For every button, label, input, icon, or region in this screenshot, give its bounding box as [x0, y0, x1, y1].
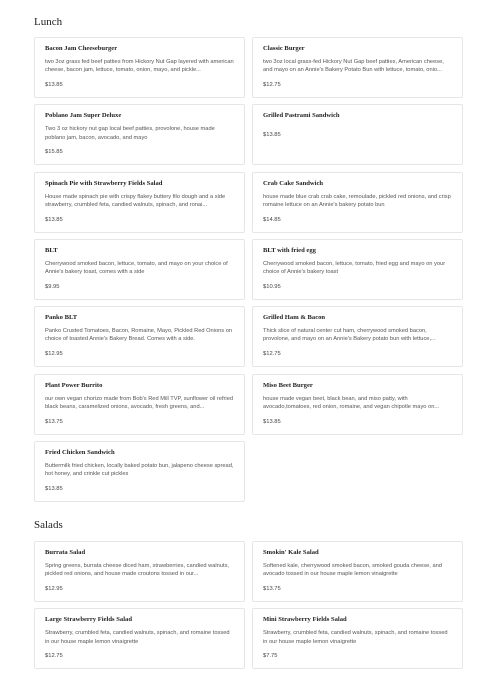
menu-item-card[interactable]: [34, 37, 245, 98]
menu-item-name: Miso Beet Burger: [263, 381, 313, 389]
menu-item-description: Strawberry, crumbled feta, candied walnuts, spinach, and romaine tossed in our house maple lemon vinaigrette: [263, 630, 448, 645]
menu-item-description: Spring greens, burrata cheese diced ham, strawberries, candied walnuts, pickled red onions, and house made croutons tossed in our...: [45, 563, 229, 578]
menu-item-description: our own vegan chorizo made from Bob's Red Mill TVP, sunflower oil refried black beans, caramelized onions, avocado, fresh greens, and...: [45, 395, 234, 410]
menu-item-card[interactable]: [252, 306, 463, 367]
menu-item-name: Grilled Ham & Bacon: [263, 314, 326, 322]
menu-item-name: Spinach Pie with Strawberry Fields Salad: [45, 179, 163, 187]
menu-item-card[interactable]: [34, 306, 245, 367]
menu-item-card[interactable]: [252, 239, 463, 300]
menu-item-description: Cherrywood smoked bacon, lettuce, tomato, fried egg and mayo on your choice of Annie's bakery toast: [263, 260, 446, 276]
menu-item-description: Panko Crusted Tomatoes, Bacon, Romaine, Mayo, Pickled Red Onions on choice of toasted Annie's Bakery Bread. Comes with a side.: [45, 328, 233, 343]
menu-item-name: Burrata Salad: [45, 549, 86, 556]
menu-item-description: Softened kale, cherrywood smoked bacon, smoked gouda cheese, and avocado tossed in our house maple lemon vinaigrette: [263, 563, 442, 578]
menu-item-price: $12.75: [263, 351, 281, 358]
menu-item-price: $13.85: [263, 132, 281, 139]
menu-item-card[interactable]: [252, 172, 463, 233]
menu-item-price: $12.95: [45, 351, 63, 358]
menu-item-name: Panko BLT: [45, 314, 78, 322]
menu-item-name: Fried Chicken Sandwich: [45, 448, 115, 456]
menu-item-card[interactable]: [34, 104, 245, 165]
menu-item-card[interactable]: [34, 441, 245, 502]
menu-item-name: Plant Power Burrito: [45, 381, 103, 389]
menu-item-price: $13.85: [45, 216, 63, 223]
menu-item-description: house made blue crab crab cake, remoulade, pickled red onions, and crisp romaine lettuce on an Annie's bakery potato bun: [263, 193, 451, 208]
menu-item-description: Two 3 oz hickory nut gap local beef patties, provolone, house made poblano jam, bacon, avocado, and mayo: [45, 126, 215, 141]
menu-item-price: $13.85: [45, 82, 63, 88]
section-title-salads: Salads: [34, 519, 63, 531]
menu-item-price: $12.95: [45, 586, 63, 592]
menu-item-card[interactable]: [252, 37, 463, 98]
menu-item-price: $12.75: [263, 82, 281, 88]
menu-item-name: BLT with fried egg: [263, 246, 316, 254]
menu-item-description: two 3oz local grass-fed Hickory Nut Gap beef patties, American cheese, and mayo on an Annie's Bakery Potato Bun with lettuce, tomato, onio...: [263, 59, 444, 74]
menu-item-name: Classic Burger: [263, 45, 305, 52]
menu-item-description: Strawberry, crumbled feta, candied walnuts, spinach, and romaine tossed in our house maple lemon vinaigrette: [45, 630, 230, 645]
menu-item-price: $10.95: [263, 283, 281, 290]
menu-item-price: $9.95: [45, 283, 60, 290]
menu-item-name: Mini Strawberry Fields Salad: [263, 616, 347, 624]
menu-item-description: house made vegan beet, black bean, and miso patty, with avocado,tomatoes, red onion, romaine, and vegan chipotle mayo on...: [263, 395, 440, 410]
menu-item-card[interactable]: [34, 608, 245, 669]
menu-item-price: $14.85: [263, 216, 281, 223]
menu-item-name: Poblano Jam Super Deluxe: [45, 112, 122, 120]
menu-item-price: $13.75: [263, 586, 281, 592]
menu-item-name: Large Strawberry Fields Salad: [45, 616, 132, 624]
menu-item-card[interactable]: [252, 541, 463, 602]
menu-item-card[interactable]: [34, 239, 245, 300]
menu-item-name: Smokin' Kale Salad: [263, 549, 319, 556]
menu-item-name: Bacon Jam Cheeseburger: [45, 45, 118, 52]
menu-item-card[interactable]: [252, 374, 463, 435]
menu-item-price: $12.75: [45, 653, 63, 660]
menu-item-card[interactable]: [34, 541, 245, 602]
menu-item-card[interactable]: [34, 374, 245, 435]
menu-item-price: $15.85: [45, 149, 63, 156]
menu-item-card[interactable]: [252, 104, 463, 165]
menu-item-description: two 3oz grass fed beef patties from Hickory Nut Gap layered with american cheese, bacon jam, lettuce, tomato, onion, mayo, and pickle...: [45, 59, 234, 74]
menu-item-price: $7.75: [263, 653, 278, 660]
menu-item-card[interactable]: [34, 172, 245, 233]
menu-item-card[interactable]: [252, 608, 463, 669]
menu-item-price: $13.75: [45, 418, 63, 425]
section-title-lunch: Lunch: [34, 16, 63, 28]
menu-item-name: Grilled Pastrami Sandwich: [263, 112, 340, 120]
menu-item-description: Thick slice of natural center cut ham, cherrywood smoked bacon, provolone, and mayo on an Annie's Bakery potato bun with lettuce,...: [263, 328, 436, 343]
menu-item-description: House made spinach pie with crispy flakey buttery filo dough and a side strawberry, crumbled feta, candied walnuts, spinach, and ronai...: [45, 193, 226, 208]
menu-item-price: $13.85: [263, 418, 281, 425]
menu-item-name: BLT: [45, 246, 58, 254]
menu-item-price: $13.85: [45, 485, 63, 492]
menu-item-name: Crab Cake Sandwich: [263, 179, 324, 187]
menu-item-description: Buttermilk fried chicken, locally baked potato bun, jalapeno cheese spread, hot honey, and crinkle cut pickles: [45, 462, 234, 477]
menu-item-description: Cherrywood smoked bacon, lettuce, tomato, and mayo on your choice of Annie's bakery toast, comes with a side: [45, 260, 228, 276]
